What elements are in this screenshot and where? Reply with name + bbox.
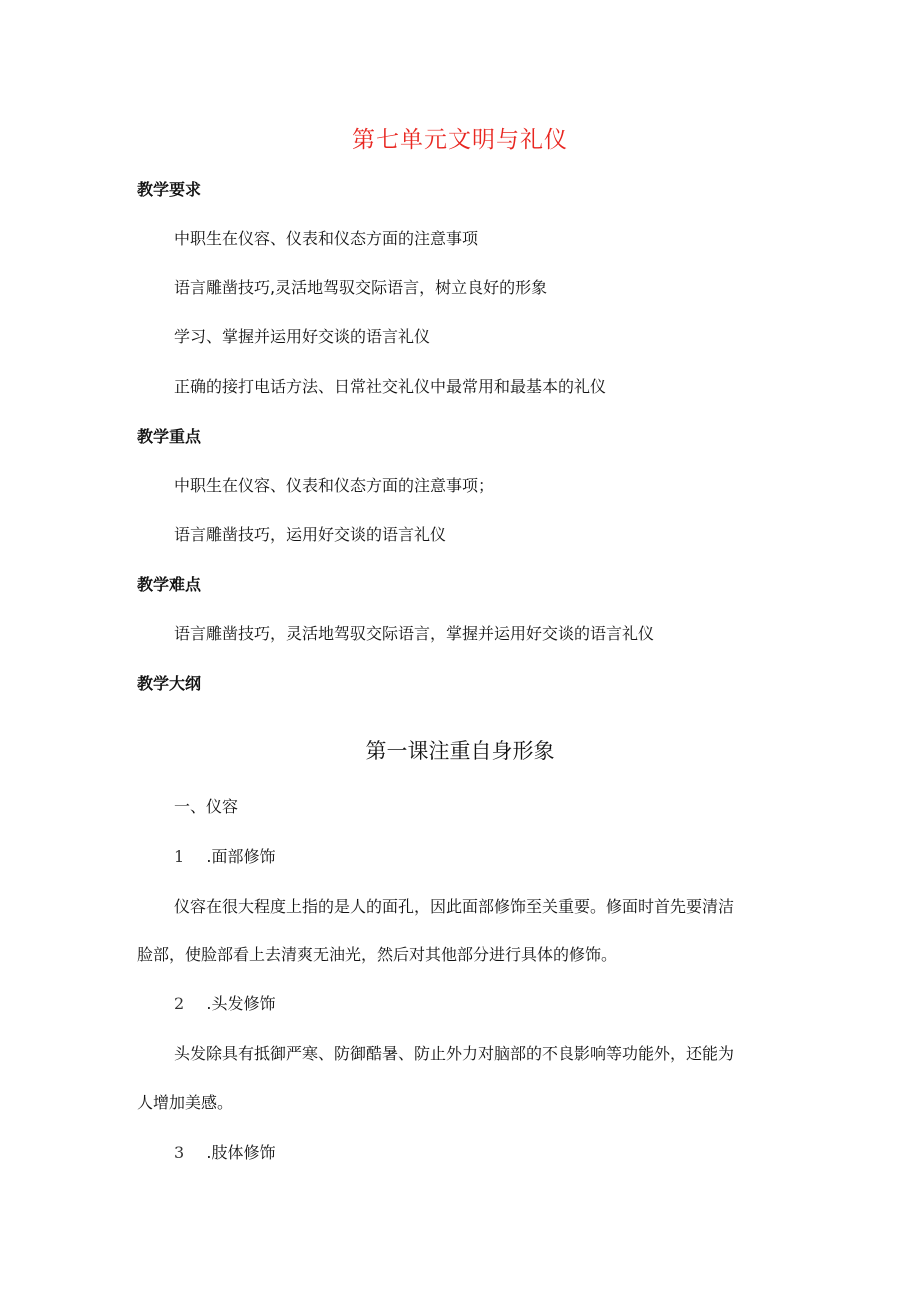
difficulty-item: 语言雕凿技巧，灵活地驾驭交际语言，掌握并运用好交谈的语言礼仪 bbox=[174, 624, 655, 643]
requirement-item: 中职生在仪容、仪表和仪态方面的注意事项 bbox=[174, 229, 479, 248]
part-heading: 一、仪容 bbox=[174, 797, 239, 816]
subsection-number: 1 bbox=[174, 847, 185, 866]
subsection-heading bbox=[174, 994, 275, 1014]
lesson-title: 第一课注重自身形象 bbox=[365, 739, 555, 763]
subsection-label: .肢体修饰 bbox=[206, 1143, 276, 1162]
paragraph-line: 仪容在很大程度上指的是人的面孔，因此面部修饰至关重要。修面时首先要清洁 bbox=[174, 897, 735, 916]
subsection-heading bbox=[174, 847, 275, 867]
requirement-item: 正确的接打电话方法、日常社交礼仪中最常用和最基本的礼仪 bbox=[174, 377, 607, 396]
subsection-label: .面部修饰 bbox=[206, 847, 276, 866]
document-title: 第七单元文明与礼仪 bbox=[352, 127, 568, 153]
requirement-item: 学习、掌握并运用好交谈的语言礼仪 bbox=[174, 327, 431, 346]
paragraph-line: 人增加美感。 bbox=[137, 1093, 234, 1112]
paragraph-line: 脸部，使脸部看上去清爽无油光，然后对其他部分进行具体的修饰。 bbox=[137, 945, 618, 964]
subsection-label: .头发修饰 bbox=[206, 994, 276, 1013]
requirement-item: 语言雕凿技巧,灵活地驾驭交际语言，树立良好的形象 bbox=[174, 278, 548, 297]
section-heading-difficulties: 教学难点 bbox=[137, 575, 202, 594]
key-point-item: 语言雕凿技巧，运用好交谈的语言礼仪 bbox=[174, 525, 447, 544]
section-heading-key-points: 教学重点 bbox=[137, 427, 202, 446]
section-heading-outline: 教学大纲 bbox=[137, 674, 202, 693]
subsection-number: 2 bbox=[174, 994, 185, 1013]
subsection-heading bbox=[174, 1143, 275, 1163]
paragraph-line: 头发除具有抵御严寒、防御酷暑、防止外力对脑部的不良影响等功能外，还能为 bbox=[174, 1044, 735, 1063]
subsection-number: 3 bbox=[174, 1143, 185, 1162]
key-point-item: 中职生在仪容、仪表和仪态方面的注意事项； bbox=[174, 476, 495, 495]
section-heading-requirements: 教学要求 bbox=[137, 180, 202, 199]
